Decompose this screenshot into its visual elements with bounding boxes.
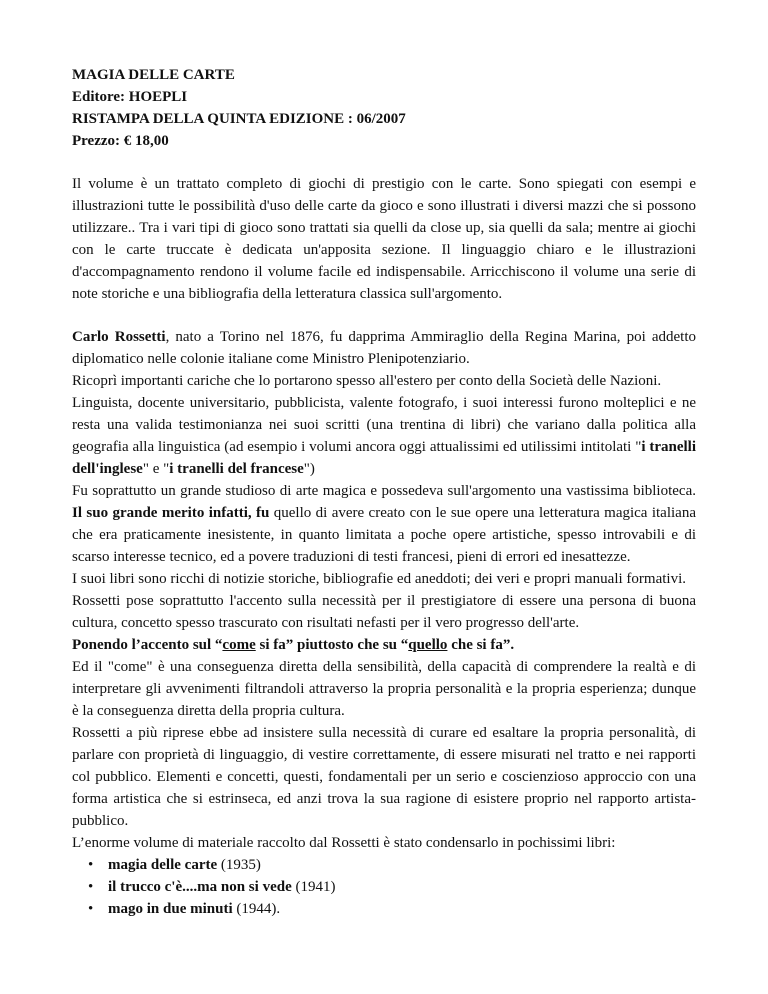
book-header xyxy=(72,64,696,152)
bio-paragraph-9: Rossetti a più riprese ebbe ad insistere sulla necessità di curare ed esaltare la propria personalità, di parlare con proprietà di linguaggio, di vestire correttamente, di essere misurati nel tratto e nei rapporti col pubblico. Elementi e concetti, questi, fondamentali per un serio e coscienzioso approccio con una forma artistica che si estrinseca, ed anzi trova la sua ragione di esistere proprio nel rapporto artista-pubblico. xyxy=(72,725,696,829)
quote-come: come xyxy=(222,637,256,653)
bullet-icon: • xyxy=(88,901,94,917)
bio-paragraph-3: Linguista, docente universitario, pubblicista, valente fotografo, i suoi interessi furono molteplici e ne resta una valida testimonianza nei suoi scritti (una trentina di libri) che variano dalla politica alla geografia alla linguistica (ad esempio i volumi ancora oggi attualissimi ed utilissimi intitolati "i tranelli dell'inglese" e "i tranelli del francese") xyxy=(72,395,696,477)
publisher-line: Editore: HOEPLI xyxy=(72,89,188,105)
bio-paragraph-5: I suoi libri sono ricchi di notizie storiche, bibliografie ed aneddoti; dei veri e propri manuali formativi. xyxy=(72,571,686,587)
book-ref-francese: i tranelli del francese xyxy=(169,461,304,477)
author-name: Carlo Rossetti xyxy=(72,329,166,345)
price-line: Prezzo: € 18,00 xyxy=(72,133,169,149)
book-list-title: magia delle carte xyxy=(108,857,218,873)
key-quote: Ponendo l’accento sul “come si fa” piuttosto che su “quello che si fa”. xyxy=(72,637,515,653)
merit-emphasis: Il suo grande merito infatti, fu xyxy=(72,505,270,521)
book-description: Il volume è un trattato completo di giochi di prestigio con le carte. Sono spiegati con esempi e illustrazioni tutte le possibilità d'uso delle carte da gioco e sono illustrati i diversi mazzi che si possono utilizzare.. Tra i vari tipi di gioco sono trattati sia quelli da close up, sia quelli da sala; mentre ai giochi con le carte truccate è dedicata un'apposita sezione. Il linguaggio chiaro e le illustrazioni d'accompagnamento rendono il volume facile ed indispensabile. Arricchiscono il volume una serie di note storiche e una bibliografia della letteratura classica sull'argomento. xyxy=(72,176,696,302)
book-list-title: il trucco c'è....ma non si vede xyxy=(108,879,292,895)
bio-paragraph-8: Ed il "come" è una conseguenza diretta della sensibilità, della capacità di comprendere la realtà e di interpretare gli avvenimenti filtrandoli attraverso la propria personalità e la propria esperienza; dunque è la conseguenza diretta della propria cultura. xyxy=(72,659,696,719)
bullet-icon: • xyxy=(88,879,94,895)
bio-paragraph-1: Carlo Rossetti, nato a Torino nel 1876, fu dapprima Ammiraglio della Regina Marina, poi addetto diplomatico nelle colonie italiane come Ministro Plenipotenziario. xyxy=(72,329,696,367)
edition-line: RISTAMPA DELLA QUINTA EDIZIONE : 06/2007 xyxy=(72,111,406,127)
list-item: • il trucco c'è....ma non si vede (1941) xyxy=(72,876,696,898)
bio-paragraph-10: L’enorme volume di materiale raccolto dal Rossetti è stato condensarlo in pochissimi libri: xyxy=(72,835,616,851)
book-title: MAGIA DELLE CARTE xyxy=(72,67,235,83)
bio-paragraph-2: Ricoprì importanti cariche che lo portarono spesso all'estero per conto della Società delle Nazioni. xyxy=(72,373,662,389)
book-list-title: mago in due minuti xyxy=(108,901,233,917)
book-ref-inglese: i tranelli dell'inglese xyxy=(72,439,696,477)
book-list xyxy=(72,854,696,920)
list-item: • magia delle carte (1935) xyxy=(72,854,696,876)
quote-quello: quello xyxy=(408,637,448,653)
list-item: • mago in due minuti (1944). xyxy=(72,898,696,920)
bio-paragraph-6: Rossetti pose soprattutto l'accento sulla necessità per il prestigiatore di essere una persona di buona cultura, concetto spesso trascurato con risultati nefasti per il vero progresso dell'arte. xyxy=(72,593,696,631)
bullet-icon: • xyxy=(88,857,94,873)
bio-paragraph-4: Fu soprattutto un grande studioso di arte magica e possedeva sull'argomento una vastissima biblioteca. Il suo grande merito infatti, fu quello di avere creato con le sue opere una letteratura magica italiana che era praticamente inesistente, in quanto limitata a poche opere artistiche, spesso introvabili e di scarso interesse tecnico, ed a povere traduzioni di testi francesi, pieni di errori ed inesattezze. xyxy=(72,483,696,565)
